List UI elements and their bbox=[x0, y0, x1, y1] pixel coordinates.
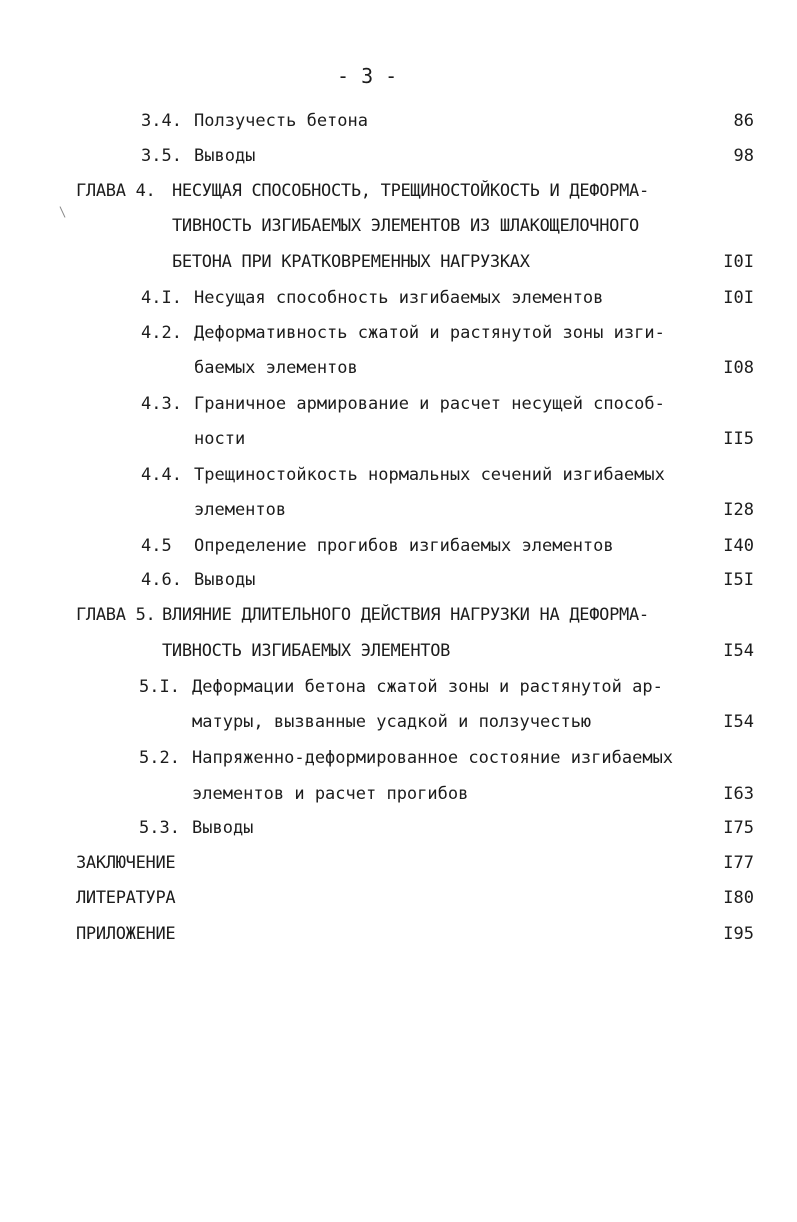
chapter-title-line-1: ВЛИЯНИЕ ДЛИТЕЛЬНОГО ДЕЙСТВИЯ НАГРУЗКИ НА ДЕФОРМА- bbox=[162, 605, 649, 625]
page-number: I5I bbox=[723, 570, 754, 590]
page-number: I63 bbox=[723, 784, 754, 804]
section-title-line-1: Трещиностойкость нормальных сечений изгибаемых bbox=[194, 465, 665, 485]
section-number: 5.I. bbox=[139, 677, 180, 697]
section-number: 3.5. bbox=[141, 146, 182, 166]
section-title-line-2: элементов и расчет прогибов bbox=[192, 784, 469, 804]
section-title-line-2: баемых элементов bbox=[194, 358, 358, 378]
section-number: 4.3. bbox=[141, 394, 182, 414]
section-number: 3.4. bbox=[141, 111, 182, 131]
page-number: I40 bbox=[723, 536, 754, 556]
stray-mark bbox=[60, 206, 66, 217]
page-number: I54 bbox=[723, 712, 754, 732]
section-number: 4.6. bbox=[141, 570, 182, 590]
section-title: ЛИТЕРАТУРА bbox=[76, 888, 176, 908]
section-title: Выводы bbox=[194, 146, 256, 166]
section-number: 4.2. bbox=[141, 323, 182, 343]
section-title-line-1: Деформации бетона сжатой зоны и растянутой ар- bbox=[192, 677, 663, 697]
chapter-label: ГЛАВА 4. bbox=[76, 181, 156, 201]
chapter-title-line-2: ТИВНОСТЬ ИЗГИБАЕМЫХ ЭЛЕМЕНТОВ ИЗ ШЛАКОЩЕЛОЧНОГО bbox=[172, 216, 639, 236]
section-number: 5.3. bbox=[139, 818, 180, 838]
section-title: Выводы bbox=[194, 570, 256, 590]
chapter-title-line-1: НЕСУЩАЯ СПОСОБНОСТЬ, ТРЕЩИНОСТОЙКОСТЬ И ДЕФОРМА- bbox=[172, 181, 649, 201]
section-title: ЗАКЛЮЧЕНИЕ bbox=[76, 853, 176, 873]
page-number: II5 bbox=[723, 429, 754, 449]
section-number: 4.5 bbox=[141, 536, 172, 556]
section-title: Ползучесть бетона bbox=[194, 111, 368, 131]
section-title: Несущая способность изгибаемых элементов bbox=[194, 288, 604, 308]
section-title-line-1: Напряженно-деформированное состояние изгибаемых bbox=[192, 748, 674, 768]
page-number: I77 bbox=[723, 853, 754, 873]
page-number: 86 bbox=[733, 111, 754, 131]
page-number: I08 bbox=[723, 358, 754, 378]
page-number: I95 bbox=[723, 924, 754, 944]
page-number: I0I bbox=[723, 288, 754, 308]
page-number: I28 bbox=[723, 500, 754, 520]
section-number: 4.4. bbox=[141, 465, 182, 485]
section-title: Выводы bbox=[192, 818, 254, 838]
section-title: ПРИЛОЖЕНИЕ bbox=[76, 924, 176, 944]
page-number: I0I bbox=[723, 252, 754, 272]
section-title-line-1: Граничное армирование и расчет несущей способ- bbox=[194, 394, 665, 414]
page-number: 98 bbox=[733, 146, 754, 166]
page-number: I54 bbox=[723, 641, 754, 661]
page-header: - 3 - bbox=[337, 64, 398, 88]
section-title-line-1: Деформативность сжатой и растянутой зоны изги- bbox=[194, 323, 665, 343]
section-title-line-2: элементов bbox=[194, 500, 287, 520]
page-number: I80 bbox=[723, 888, 754, 908]
section-title: Определение прогибов изгибаемых элементов bbox=[194, 536, 614, 556]
page-number: I75 bbox=[723, 818, 754, 838]
section-number: 5.2. bbox=[139, 748, 180, 768]
section-number: 4.I. bbox=[141, 288, 182, 308]
chapter-title-line-2: ТИВНОСТЬ ИЗГИБАЕМЫХ ЭЛЕМЕНТОВ bbox=[162, 641, 451, 661]
chapter-title-line-3: БЕТОНА ПРИ КРАТКОВРЕМЕННЫХ НАГРУЗКАХ bbox=[172, 252, 530, 272]
chapter-label: ГЛАВА 5. bbox=[76, 605, 156, 625]
section-title-line-2: матуры, вызванные усадкой и ползучестью bbox=[192, 712, 592, 732]
section-title-line-2: ности bbox=[194, 429, 246, 449]
